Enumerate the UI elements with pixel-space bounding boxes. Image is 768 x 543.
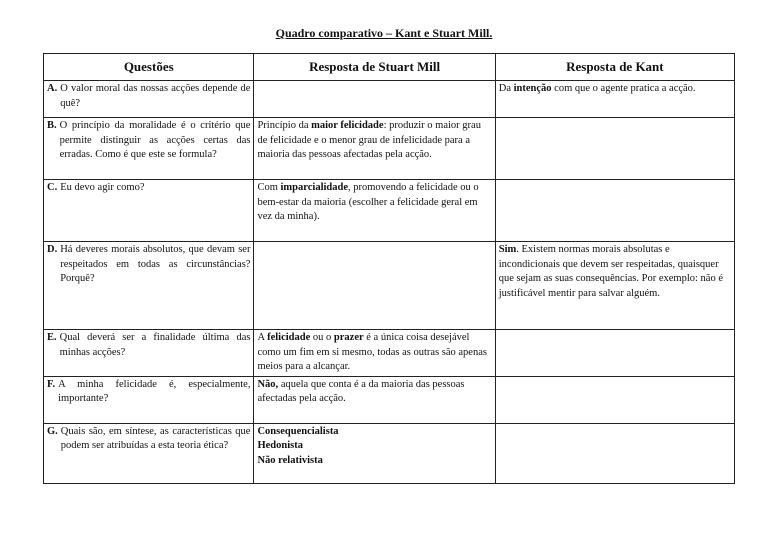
table-row	[44, 242, 735, 330]
answer-text: ou o	[310, 332, 334, 343]
header-kant: Resposta de Kant	[495, 54, 734, 81]
answer-text: , promovendo a felicidade ou o bem-estar da maioria (escolher a felicidade geral em vez da minha).	[257, 182, 479, 222]
question-text: Quais são, em síntese, as características que podem ser atribuídas a esta teoria ética?	[60, 425, 251, 451]
question-cell	[44, 118, 254, 180]
question-text: Há deveres morais absolutos, que devam ser respeitados em todas as circunstâncias? Porquê?	[60, 244, 251, 284]
answer-text: é a única coisa desejável como um fim em si mesmo, todas as outras são apenas meios para a alcançar.	[257, 332, 487, 372]
table-row	[44, 376, 735, 423]
answer-text: aquela que conta é a da maioria das pessoas afectadas pela acção.	[257, 378, 465, 404]
question-letter: G.	[47, 425, 58, 437]
table-row	[44, 423, 735, 483]
question-letter: E.	[47, 332, 57, 343]
question-cell	[44, 423, 254, 483]
answer-bold: Não relativista	[257, 454, 323, 466]
mill-answer-cell	[254, 81, 495, 118]
answer-text: . Existem normas morais absolutas e incondicionais que devem ser respeitadas, quaisquer que sejam as suas consequências. Por exemplo: não é justificável mentir para salvar alguém.	[498, 244, 723, 299]
question-letter: F.	[47, 378, 56, 390]
answer-text: : produzir o maior grau de felicidade e o menor grau de infelicidade para a maioria das pessoas afectadas pela acção.	[257, 120, 481, 160]
answer-text: Da	[498, 83, 514, 94]
answer-text: Com	[257, 182, 281, 193]
document-title: Quadro comparativo – Kant e Stuart Mill.	[275, 26, 493, 40]
kant-answer-cell	[495, 376, 734, 423]
question-cell	[44, 330, 254, 377]
answer-text: com que o agente pratica a acção.	[551, 83, 696, 94]
answer-bold: maior felicidade	[311, 120, 384, 131]
question-cell	[44, 180, 254, 242]
question-text: Qual deverá ser a finalidade última das minhas acções?	[59, 332, 251, 358]
answer-bold: imparcialidade	[280, 182, 348, 193]
table-row	[44, 330, 735, 377]
table-row	[44, 81, 735, 118]
question-cell	[44, 242, 254, 330]
comparison-table	[43, 53, 735, 484]
mill-answer-cell	[254, 118, 495, 180]
answer-bold: Consequencialista	[257, 425, 339, 437]
table-row	[44, 118, 735, 180]
kant-answer-cell	[495, 81, 734, 118]
question-text: Eu devo agir como?	[60, 182, 145, 193]
answer-text: A	[257, 332, 268, 343]
question-cell	[44, 81, 254, 118]
answer-bold: intenção	[513, 83, 552, 94]
mill-answer-cell	[254, 242, 495, 330]
question-letter: C.	[47, 182, 58, 193]
mill-answer-cell	[254, 423, 495, 483]
answer-bold: prazer	[333, 332, 364, 343]
answer-text: Princípio da	[257, 120, 312, 131]
mill-answer-cell	[254, 376, 495, 423]
kant-answer-cell	[495, 180, 734, 242]
mill-answer-cell	[254, 330, 495, 377]
header-row	[44, 54, 735, 81]
answer-bold: felicidade	[267, 332, 311, 343]
question-letter: A.	[47, 83, 58, 94]
question-text: A minha felicidade é, especialmente, importante?	[58, 378, 251, 404]
mill-answer-cell	[254, 180, 495, 242]
header-mill: Resposta de Stuart Mill	[254, 54, 495, 81]
answer-bold: Sim	[498, 244, 517, 255]
kant-answer-cell	[495, 330, 734, 377]
table-row	[44, 180, 735, 242]
question-cell	[44, 376, 254, 423]
question-text: O princípio da moralidade é o critério que permite distinguir as acções certas das erradas. Como é que este se formula?	[59, 120, 251, 160]
answer-bold: Hedonista	[257, 440, 303, 451]
kant-answer-cell	[495, 118, 734, 180]
answer-bold: Não,	[257, 378, 279, 390]
question-letter: D.	[47, 244, 58, 255]
kant-answer-cell	[495, 423, 734, 483]
question-letter: B.	[47, 120, 57, 131]
kant-answer-cell	[495, 242, 734, 330]
header-questions: Questões	[44, 54, 254, 81]
question-text: O valor moral das nossas acções depende de quê?	[60, 83, 251, 109]
